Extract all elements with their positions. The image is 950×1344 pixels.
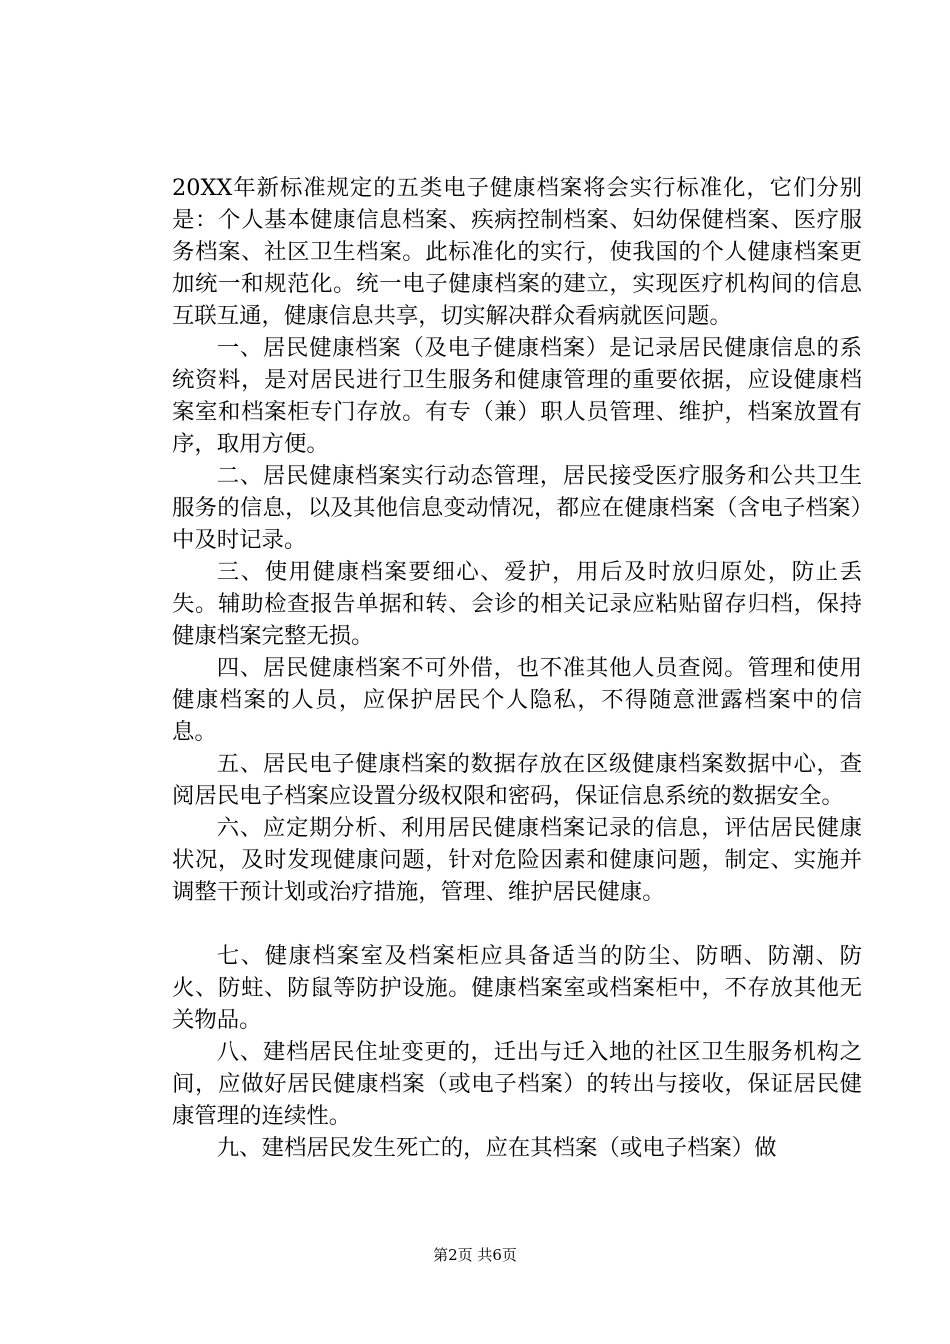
page-number-label: 第2页 共6页: [433, 1246, 517, 1264]
page-footer: [0, 1245, 950, 1265]
paragraph-item-9: 九、建档居民发生死亡的，应在其档案（或电子档案）做: [216, 1135, 777, 1161]
paragraph-item-3: 三、使用健康档案要细心、爱护，用后及时放归原处，防止丢失。辅助检查报告单据和转、会诊的相关记录应粘贴留存归档，保持健康档案完整无损。: [172, 559, 862, 649]
document-body: [172, 172, 862, 1164]
paragraph-item-6: 六、应定期分析、利用居民健康档案记录的信息，评估居民健康状况，及时发现健康问题，针对危险因素和健康问题，制定、实施并调整干预计划或治疗措施，管理、维护居民健康。: [172, 815, 862, 905]
paragraph-intro: 20XX年新标准规定的五类电子健康档案将会实行标准化，它们分别是：个人基本健康信息档案、疾病控制档案、妇幼保健档案、医疗服务档案、社区卫生档案。此标准化的实行，使我国的个人健康档案更加统一和规范化。统一电子健康档案的建立，实现医疗机构间的信息互联互通，健康信息共享，切实解决群众看病就医问题。: [172, 175, 862, 329]
paragraph-item-7: 七、健康档案室及档案柜应具备适当的防尘、防晒、防潮、防火、防蛀、防鼠等防护设施。健康档案室或档案柜中，不存放其他无关物品。: [172, 943, 862, 1033]
paragraph-item-4: 四、居民健康档案不可外借，也不准其他人员查阅。管理和使用健康档案的人员，应保护居民个人隐私，不得随意泄露档案中的信息。: [172, 655, 862, 745]
paragraph-item-5: 五、居民电子健康档案的数据存放在区级健康档案数据中心，查阅居民电子档案应设置分级权限和密码，保证信息系统的数据安全。: [172, 751, 862, 809]
paragraph-item-2: 二、居民健康档案实行动态管理，居民接受医疗服务和公共卫生服务的信息，以及其他信息变动情况，都应在健康档案（含电子档案）中及时记录。: [172, 463, 862, 553]
paragraph-item-8: 八、建档居民住址变更的，迁出与迁入地的社区卫生服务机构之间，应做好居民健康档案（或电子档案）的转出与接收，保证居民健康管理的连续性。: [172, 1039, 862, 1129]
paragraph-item-1: 一、居民健康档案（及电子健康档案）是记录居民健康信息的系统资料，是对居民进行卫生服务和健康管理的重要依据，应设健康档案室和档案柜专门存放。有专（兼）职人员管理、维护，档案放置有序，取用方便。: [172, 335, 862, 457]
